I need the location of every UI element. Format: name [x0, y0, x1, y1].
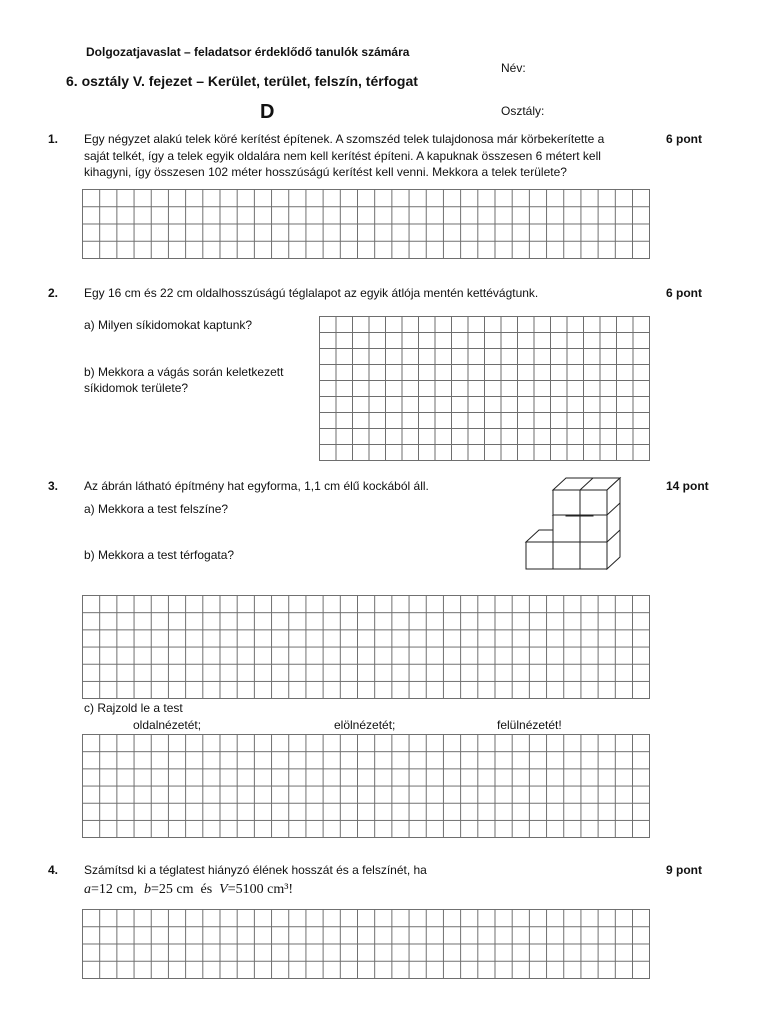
- task-2-question-a: a) Milyen síkidomokat kaptunk?: [84, 318, 253, 332]
- name-label: Név:: [501, 61, 526, 75]
- cube-building-figure: [520, 470, 635, 574]
- task-number: 1.: [48, 132, 59, 146]
- task-points: 14 pont: [666, 479, 709, 493]
- worksheet-subtitle: Dolgozatjavaslat – feladatsor érdeklődő tanulók számára: [86, 45, 410, 59]
- task-3-question-b: b) Mekkora a test térfogata?: [84, 548, 235, 562]
- formula-var-a: a: [84, 882, 91, 897]
- formula-var-b: b: [144, 882, 151, 897]
- task-2-question-b-line-2: síkidomok területe?: [84, 381, 189, 395]
- view-top-label: felülnézetét!: [497, 718, 562, 732]
- task-1-line-1: Egy négyzet alakú telek köré kerítést építenek. A szomszéd telek tulajdonosa már körbekerítette a: [84, 132, 605, 146]
- task-2-question-b-line-1: b) Mekkora a vágás során keletkezett: [84, 365, 284, 379]
- task-3-question-a: a) Mekkora a test felszíne?: [84, 502, 229, 516]
- task-4-text: Számítsd ki a téglatest hiányzó élének hosszát és a felszínét, ha: [84, 863, 427, 877]
- task-1-line-3: kihagyni, így összesen 102 méter hosszúságú kerítést kell venni. Mekkora a telek területe?: [84, 165, 567, 179]
- task-2-text: Egy 16 cm és 22 cm oldalhosszúságú téglalapot az egyik átlója mentén kettévágtunk.: [84, 286, 539, 300]
- task-points: 6 pont: [666, 132, 702, 146]
- task-points: 6 pont: [666, 286, 702, 300]
- view-front-label: elölnézetét;: [334, 718, 396, 732]
- formula-val-b: =25 cm: [151, 882, 194, 897]
- task-3-question-c: c) Rajzold le a test: [84, 701, 183, 715]
- formula-val-a: =12 cm,: [91, 882, 137, 897]
- formula-var-v: V: [219, 882, 228, 897]
- task-number: 4.: [48, 863, 59, 877]
- formula-and: és: [200, 882, 213, 897]
- view-side-label: oldalnézetét;: [133, 718, 202, 732]
- answer-grid[interactable]: [319, 316, 650, 461]
- formula-val-v: =5100 cm³!: [227, 882, 294, 897]
- worksheet-title: 6. osztály V. fejezet – Kerület, terület, felszín, térfogat: [66, 73, 418, 89]
- task-number: 3.: [48, 479, 59, 493]
- answer-grid[interactable]: [82, 189, 650, 259]
- answer-grid[interactable]: [82, 734, 650, 838]
- task-points: 9 pont: [666, 863, 702, 877]
- task-1-line-2: saját telkét, így a telek egyik oldalára nem kell kerítést építeni. A kapuknak összesen 6 métert kell: [84, 149, 601, 163]
- class-label: Osztály:: [501, 104, 545, 118]
- task-3-text: Az ábrán látható építmény hat egyforma, 1,1 cm élű kockából áll.: [84, 479, 429, 493]
- answer-grid[interactable]: [82, 909, 650, 979]
- answer-grid[interactable]: [82, 595, 650, 699]
- variant-letter: D: [260, 101, 275, 123]
- task-number: 2.: [48, 286, 59, 300]
- task-4-formula: [84, 882, 293, 898]
